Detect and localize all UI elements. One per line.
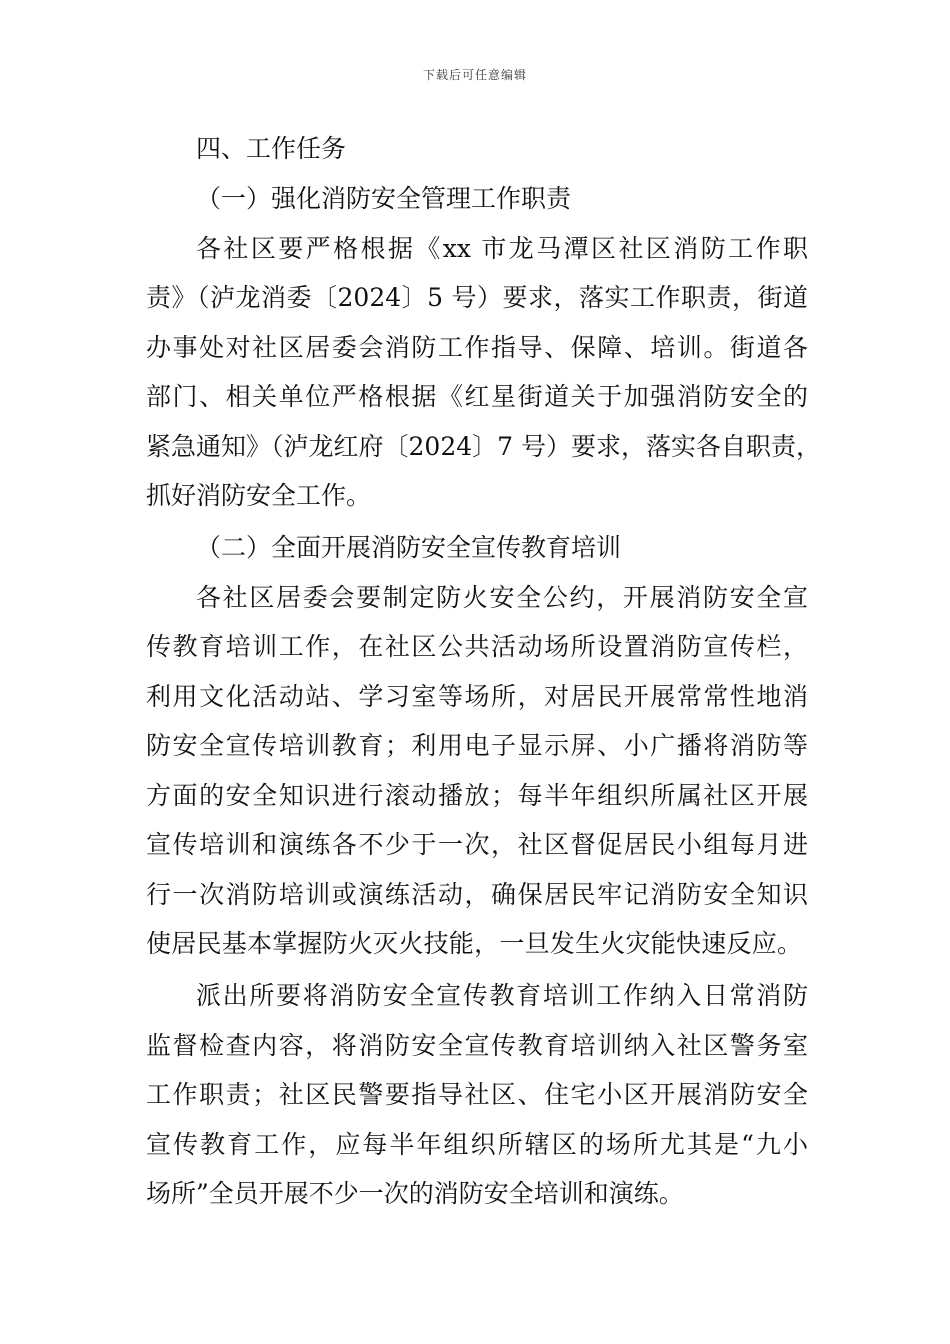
paragraph-line: 方面的安全知识进行滚动播放；每半年组织所属社区开展: [146, 781, 808, 810]
paragraph-line: 场所”全员开展不少一次的消防安全培训和演练。: [146, 1179, 684, 1208]
subsection-heading: （一）强化消防安全管理工作职责: [196, 184, 572, 213]
paragraph-line: 工作职责；社区民警要指导社区、住宅小区开展消防安全: [146, 1080, 808, 1109]
paragraph-line: 责》（泸龙消委〔2024〕5 号）要求，落实工作职责，街道: [146, 283, 808, 312]
paragraph-line: 宣传教育工作，应每半年组织所辖区的场所尤其是“九小: [146, 1130, 808, 1159]
paragraph-line: 行一次消防培训或演练活动，确保居民牢记消防安全知识: [146, 880, 808, 909]
paragraph-line: 传教育培训工作，在社区公共活动场所设置消防宣传栏，: [146, 632, 808, 661]
paragraph-line: 抓好消防安全工作。: [146, 481, 372, 510]
paragraph-line: 监督检查内容，将消防安全宣传教育培训纳入社区警务室: [146, 1031, 808, 1060]
paragraph-line: 利用文化活动站、学习室等场所，对居民开展常常性地消: [146, 682, 808, 711]
paragraph-line: 办事处对社区居委会消防工作指导、保障、培训。街道各: [146, 333, 808, 362]
section-heading: 四、工作任务: [196, 134, 347, 163]
paragraph-line: 防安全宣传培训教育；利用电子显示屏、小广播将消防等: [146, 731, 808, 760]
paragraph-line: 使居民基本掌握防火灭火技能，一旦发生火灾能快速反应。: [146, 929, 802, 958]
paragraph-line: 紧急通知》（泸龙红府〔2024〕7 号）要求，落实各自职责，: [146, 432, 821, 461]
paragraph-line: 部门、相关单位严格根据《红星街道关于加强消防安全的: [146, 382, 808, 411]
paragraph-line: 派出所要将消防安全宣传教育培训工作纳入日常消防: [196, 981, 808, 1010]
paragraph-line: 宣传培训和演练各不少于一次，社区督促居民小组每月进: [146, 830, 808, 859]
paragraph-line: 各社区居委会要制定防火安全公约，开展消防安全宣: [196, 583, 808, 612]
paragraph-line: 各社区要严格根据《xx 市龙马潭区社区消防工作职: [196, 234, 808, 263]
subsection-heading: （二）全面开展消防安全宣传教育培训: [196, 533, 622, 562]
page-header: 下载后可任意编辑: [422, 68, 527, 82]
